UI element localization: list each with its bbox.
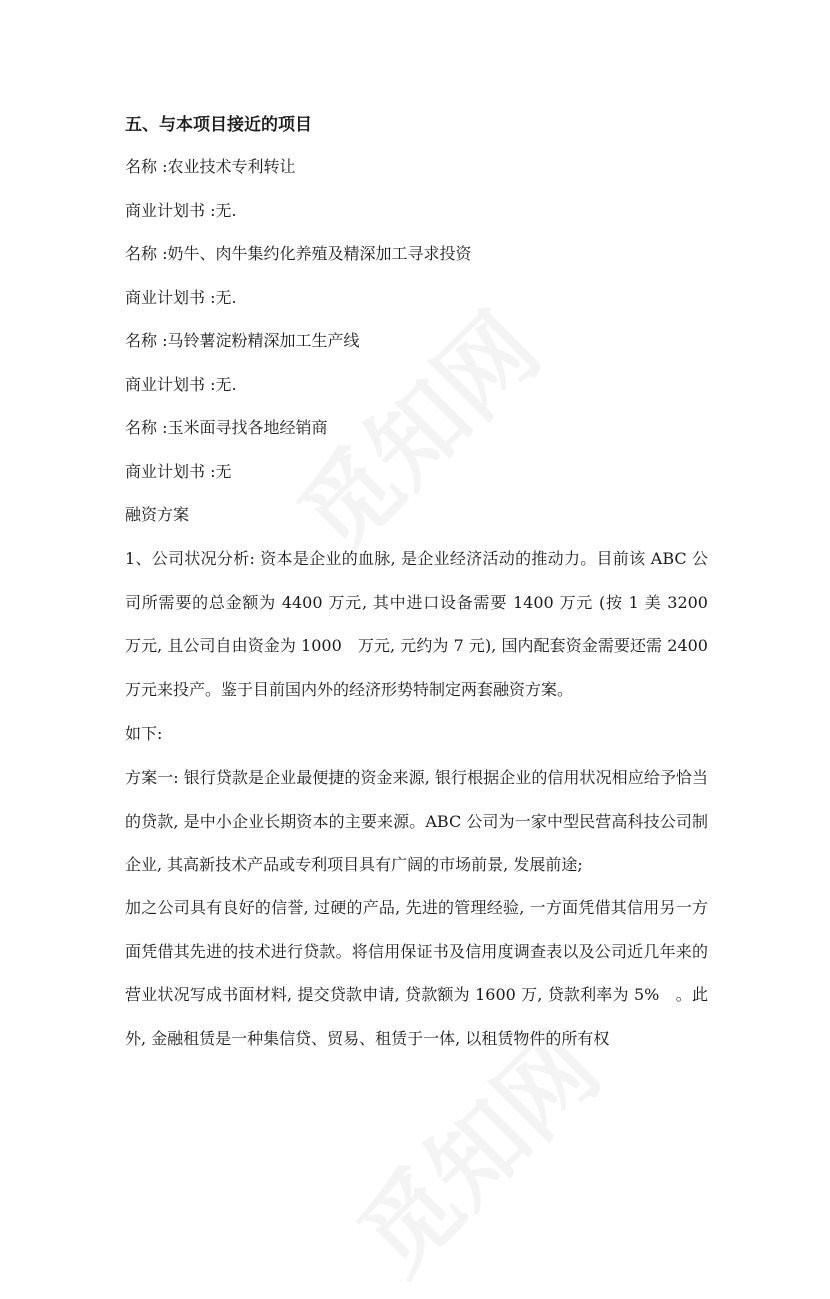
paragraph-company-analysis: 1、公司状况分析: 资本是企业的血脉, 是企业经济活动的推动力。目前该 ABC 公司所需要的总金额为 4400 万元, 其中进口设备需要 1400 万元 (按 1 美 3200 万元, 且公司自由资金为 1000 万元, 元约为 7 元), 国内配套资金需要还需 2400 万元来投产。鉴于目前国内外的经济形势特制定两套融资方案。 <box>125 549 725 699</box>
paragraph-plan-one-continued: 加之公司具有良好的信誉, 过硬的产品, 先进的管理经验, 一方面凭借其信用另一方面凭借其先进的技术进行贷款。将信用保证书及信用度调查表以及公司近几年来的营业状况写成书面材料, 提交贷款申请, 贷款额为 1600 万, 贷款利率为 5% 。此外, 金融租赁是一种集信贷、贸易、租赁于一体, 以租赁物件的所有权 <box>125 898 708 1048</box>
business-plan-line: 商业计划书 :无. <box>125 201 237 220</box>
project-name-line: 名称 :奶牛、肉牛集约化养殖及精深加工寻求投资 <box>125 244 472 263</box>
business-plan-line: 商业计划书 :无. <box>125 375 237 394</box>
financing-title: 融资方案 <box>125 505 190 524</box>
project-name-line: 名称 :玉米面寻找各地经销商 <box>125 418 328 437</box>
paragraph-plan-one: 方案一: 银行贷款是企业最便捷的资金来源, 银行根据企业的信用状况相应给予恰当的贷款, 是中小企业长期资本的主要来源。ABC 公司为一家中型民营高科技公司制企业, 其高新技术产品或专利项目具有广阔的市场前景, 发展前途; <box>125 768 708 874</box>
business-plan-line: 商业计划书 :无. <box>125 288 237 307</box>
business-plan-line: 商业计划书 :无 <box>125 462 232 481</box>
section-heading: 五、与本项目接近的项目 <box>125 115 312 135</box>
project-name-line: 名称 :马铃薯淀粉精深加工生产线 <box>125 331 360 350</box>
as-follows-label: 如下: <box>125 724 163 743</box>
project-name-line: 名称 :农业技术专利转让 <box>125 157 296 176</box>
